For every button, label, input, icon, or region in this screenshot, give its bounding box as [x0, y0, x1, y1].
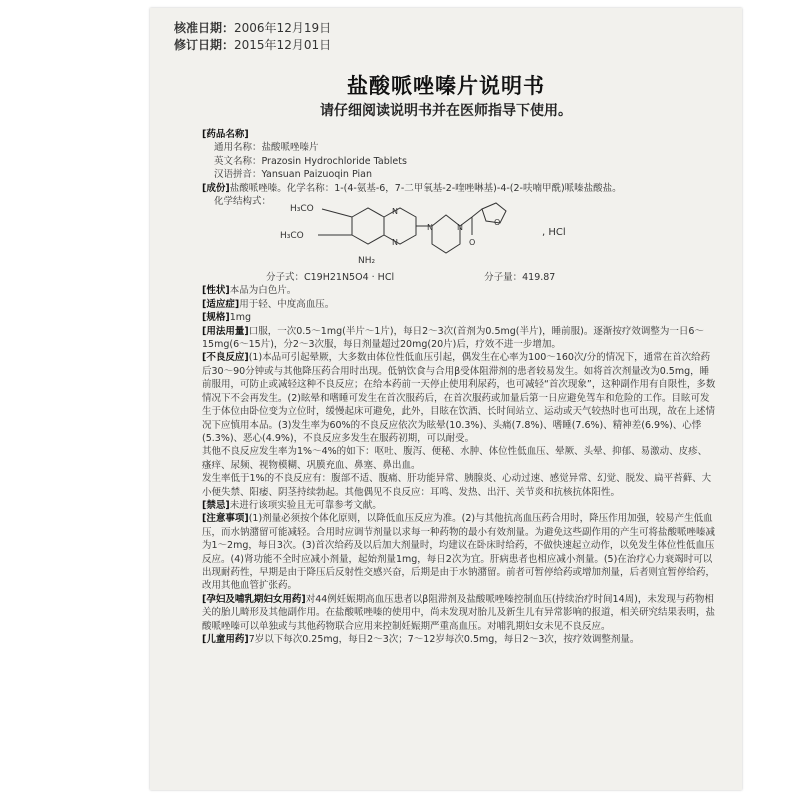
revision-date: 2015年12月01日	[234, 38, 332, 52]
character-heading: [性状]	[202, 285, 230, 297]
och3-left-label: H₃CO	[280, 231, 304, 242]
n-label-1: N	[392, 207, 398, 217]
indication-heading: [适应症]	[202, 298, 240, 310]
composition-text: 盐酸哌唑嗪。化学名称：1-(4-氨基-6，7-二甲氧基-2-喹唑啉基)-4-(2-呋喃甲酰)哌嗪盐酸盐。	[229, 182, 622, 194]
hcl-label: , HCl	[542, 227, 566, 239]
dosage-heading: [用法用量]	[202, 325, 249, 337]
caution-heading: [注意事项]	[202, 513, 249, 525]
spec-paragraph	[202, 311, 716, 324]
o-label-carbonyl: O	[469, 238, 476, 248]
nh2-label: NH₂	[358, 256, 376, 267]
structure-label: 化学结构式：	[214, 196, 272, 208]
spec-text: 1mg	[229, 312, 252, 324]
caution-paragraph	[202, 512, 716, 592]
chemical-structure	[202, 195, 716, 271]
caution-text: (1)剂量必须按个体化原则，以降低血压反应为准。(2)与其他抗高血压药合用时，降压作用加强，较易产生低血压，而水钠潴留可能减轻。合用时应调节剂量以求每一种药物的最小有效剂量。为避免这些副作用的产生可将盐酸哌唑嗪减为1～2mg，每日3次。(3)首次给药及以后加大剂量时，均建议在卧床时给药，不做快速起立动作，以免发生体位性低血压反应。(4)肾功能不全时应减小剂量，起始剂量1mg，每日2次为宜。肝病患者也相应减小剂量。(5)在治疗心力衰竭时可以出现耐药性，早期是由于降压后反射性交感兴奋，后期是由于水钠潴留。前者可暂停给药或增加剂量，后者则宜暂停给药，改用其他血管扩张药。	[202, 513, 716, 592]
indication-text: 用于轻、中度高血压。	[239, 298, 335, 310]
approval-label: 核准日期：	[174, 21, 235, 35]
revision-line	[174, 37, 331, 54]
structure-diagram	[272, 195, 632, 271]
contra-text: 未进行该项实验且无可靠参考文献。	[229, 499, 382, 511]
english-name: 英文名称：Prazosin Hydrochloride Tablets	[214, 155, 407, 167]
adverse-paragraph-2: 其他不良反应发生率为1%～4%的如下：呕吐、腹泻、便秘、水肿、体位性低血压、晕厥、头晕、抑郁、易激动、皮疹、瘙痒、尿频、视物模糊、巩膜充血、鼻塞、鼻出血。	[202, 446, 708, 471]
dosage-text: 口服，一次0.5～1mg(半片～1片)，每日2～3次(首剂为0.5mg(半片)，睡前服)。逐渐按疗效调整为一日6～15mg(6～15片)，分2～3次服，每日剂量超过20mg(20片)后，疗效不进一步增加。	[202, 325, 704, 351]
character-paragraph	[202, 284, 716, 297]
leaflet-paper	[150, 8, 742, 790]
formula-row	[202, 271, 716, 284]
children-paragraph	[202, 633, 716, 646]
contra-heading: [禁忌]	[202, 499, 230, 511]
leaflet-body	[202, 128, 716, 646]
generic-name: 通用名称：盐酸哌唑嗪片	[214, 142, 319, 154]
och3-top-label: H₃CO	[290, 204, 314, 215]
revision-label: 修订日期：	[174, 38, 235, 52]
adverse-heading: [不良反应]	[202, 352, 249, 364]
o-label-furan: O	[494, 218, 501, 228]
n-label-3: N	[427, 223, 433, 233]
character-text: 本品为白色片。	[229, 285, 297, 297]
molecular-formula: 分子式：C19H21N5O4 · HCl	[266, 272, 395, 284]
document-meta	[174, 20, 331, 54]
adverse-paragraph-1	[202, 351, 716, 445]
molecular-weight: 分子量：419.87	[484, 272, 556, 284]
document-title: 盐酸哌唑嗪片说明书	[347, 74, 545, 98]
approval-date: 2006年12月19日	[234, 21, 332, 35]
children-text: 7岁以下每次0.25mg，每日2～3次；7～12岁每次0.5mg，每日2～3次，按疗效调整剂量。	[248, 634, 640, 645]
contraindication-paragraph	[202, 499, 716, 512]
adverse-paragraph-3: 发生率低于1%的不良反应有：腹部不适、腹痛、肝功能异常、胰腺炎、心动过速、感觉异常、幻觉、脱发、扁平苔藓、大小便失禁、阳痿、阴茎持续勃起。其他偶见不良反应：耳鸣、发热、出汗、关节炎和抗核抗体阳性。	[202, 473, 712, 498]
pregnancy-heading: [孕妇及哺乳期妇女用药]	[202, 593, 306, 605]
drug-name-heading: [药品名称]	[202, 129, 249, 140]
pregnancy-text: 对44例妊娠期高血压患者以β阻滞剂及盐酸哌唑嗪控制血压(持续治疗时间14周)，未发现与药物相关的胎儿畸形及其他副作用。在盐酸哌唑嗪的使用中，尚未发现对胎儿及新生儿有异常影响的报道，相关研究结果表明，盐酸哌唑嗪可以单独或与其他药物联合应用来控制妊娠期严重高血压。对哺乳期妇女未见不良反应。	[202, 593, 716, 632]
dosage-paragraph	[202, 325, 716, 352]
adverse-text-1: (1)本品可引起晕厥，大多数由体位性低血压引起，偶发生在心率为100～160次/分的情况下，通常在首次给药后30～90分钟或与其他降压药合用时出现。低钠饮食与合用β受体阻滞剂的患者较易发生。如将首次剂量改为0.5mg，睡前服用，可防止或减轻这种不良反应；在给本药前一天停止使用利尿药，也可减轻“首次现象”，这种副作用有自限性，多数情况下不会再发生。(2)眩晕和嗜睡可发生在首次服药后，在首次服药或加量后第一日应避免驾车和危险的工作。目眩可发生于体位由卧位变为立位时，缓慢起床可避免，此外，目眩在饮酒、长时间站立、运动或天气较热时也可出现，故在上述情况下应慎用本品。(3)发生率为60%的不良反应依次为眩晕(10.3%)、头痛(7.8%)、嗜睡(7.6%)、精神差(6.9%)、心悸(5.3%)、恶心(4.9%)，不良反应多发生在服药初期，可以耐受。	[202, 352, 716, 444]
n-label-4: N	[457, 223, 463, 233]
pregnancy-paragraph	[202, 593, 716, 633]
composition-heading: [成份]	[202, 182, 230, 194]
indication-paragraph	[202, 298, 716, 311]
approval-line	[174, 20, 331, 37]
spec-heading: [规格]	[202, 312, 230, 324]
composition-paragraph	[202, 182, 716, 195]
pinyin-name: 汉语拼音：Yansuan Paizuoqin Pian	[214, 169, 372, 181]
children-heading: [儿童用药]	[202, 634, 249, 645]
document-subtitle: 请仔细阅读说明书并在医师指导下使用。	[320, 103, 572, 119]
n-label-2: N	[392, 238, 398, 248]
